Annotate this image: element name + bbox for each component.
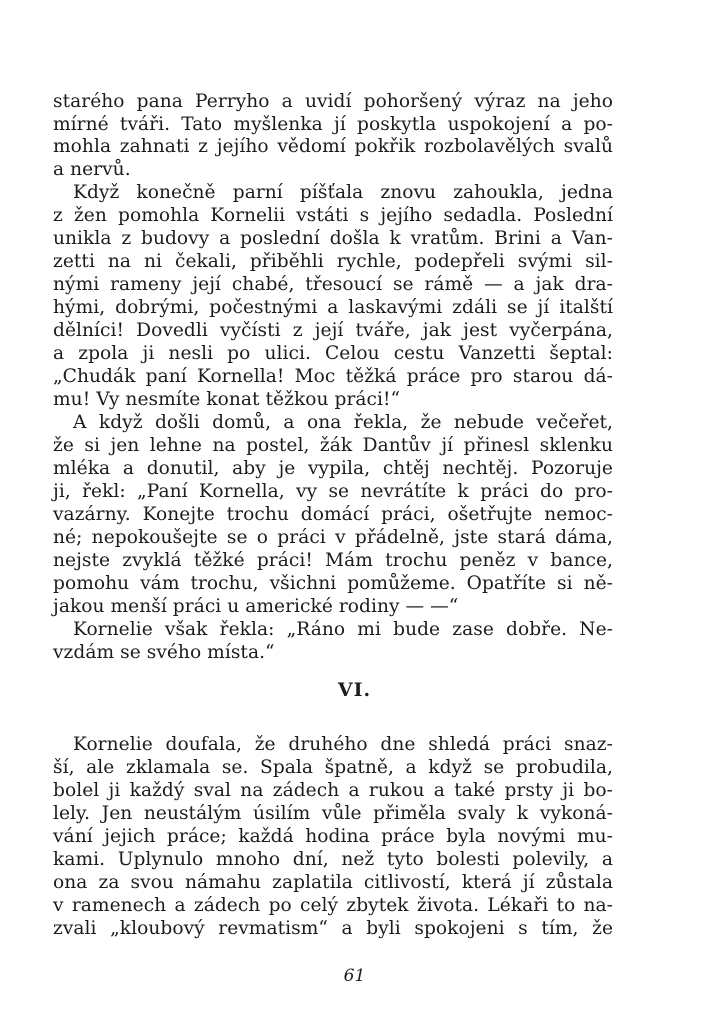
text-line: hými, dobrými, počestnými a laskavými zdáli se jí italští	[53, 297, 613, 318]
text-line: z žen pomohla Kornelii vstáti s jejího sedadla. Poslední	[53, 205, 613, 226]
text-line: „Chudák paní Kornella! Moc těžká práce pro starou dá-	[53, 366, 613, 387]
text-line: Kornelie doufala, že druhého dne shledá práci snaz-	[73, 734, 613, 755]
text-line: zvali „kloubový revmatism“ a byli spokojeni s tím, že	[53, 918, 613, 939]
text-line: ona za svou námahu zaplatila citlivostí, která jí zůstala	[53, 872, 613, 893]
text-line: vzdám se svého místa.“	[53, 642, 275, 663]
text-line: dělníci! Dovedli vyčísti z její tváře, jak jest vyčerpána,	[53, 320, 613, 341]
text-line: vání jejich práce; každá hodina práce byla novými mu-	[53, 826, 613, 847]
text-line: A když došli domů, a ona řekla, že nebude večeřet,	[73, 412, 613, 433]
text-line: že si jen lehne na postel, žák Dantův jí přinesl sklenku	[53, 435, 613, 456]
section-heading: VI.	[337, 679, 372, 701]
text-line: v ramenech a zádech po celý zbytek života. Lékaři to na-	[53, 895, 613, 916]
text-line: starého pana Perryho a uvidí pohoršený výraz na jeho	[53, 91, 613, 112]
text-line: unikla z budovy a poslední došla k vratům. Brini a Van-	[53, 228, 613, 249]
text-line: mu! Vy nesmíte konat těžkou práci!“	[53, 389, 401, 410]
text-line: mléka a donutil, aby je vypila, chtěj nechtěj. Pozoruje	[53, 458, 613, 479]
text-line: nými rameny její chabé, třesoucí se rámě — a jak dra-	[53, 274, 613, 295]
page-number: 61	[343, 966, 366, 986]
text-line: nejste zvyklá těžké práci! Mám trochu peněz v bance,	[53, 550, 613, 571]
text-line: Když konečně parní píšťala znovu zahoukla, jedna	[73, 182, 613, 203]
text-line: zetti na ni čekali, přiběhli rychle, podepřeli svými sil-	[53, 251, 613, 272]
text-line: lely. Jen neustálým úsilím vůle přiměla svaly k vykoná-	[53, 803, 613, 824]
text-line: a zpola ji nesli po ulici. Celou cestu Vanzetti šeptal:	[53, 343, 613, 364]
text-line: pomohu vám trochu, všichni pomůžeme. Opatříte si ně-	[53, 573, 613, 594]
text-line: jakou menší práci u americké rodiny — —“	[53, 596, 459, 617]
text-line: vazárny. Konejte trochu domácí práci, ošetřujte nemoc-	[53, 504, 613, 525]
text-line: kami. Uplynulo mnoho dní, než tyto bolesti polevily, a	[53, 849, 613, 870]
text-line: ji, řekl: „Paní Kornella, vy se nevrátíte k práci do pro-	[53, 481, 613, 502]
text-line: a nervů.	[53, 159, 131, 180]
text-line: mohla zahnati z jejího vědomí pokřik rozbolavělých svalů	[53, 136, 613, 157]
text-line: né; nepokoušejte se o práci v přádelně, jste stará dáma,	[53, 527, 613, 548]
text-line: mírné tváři. Tato myšlenka jí poskytla uspokojení a po-	[53, 114, 613, 135]
text-line: bolel ji každý sval na zádech a rukou a také prsty ji bo-	[53, 780, 613, 801]
text-line: Kornelie však řekla: „Ráno mi bude zase dobře. Ne-	[73, 619, 613, 640]
text-line: ší, ale zklamala se. Spala špatně, a když se probudila,	[53, 757, 613, 778]
